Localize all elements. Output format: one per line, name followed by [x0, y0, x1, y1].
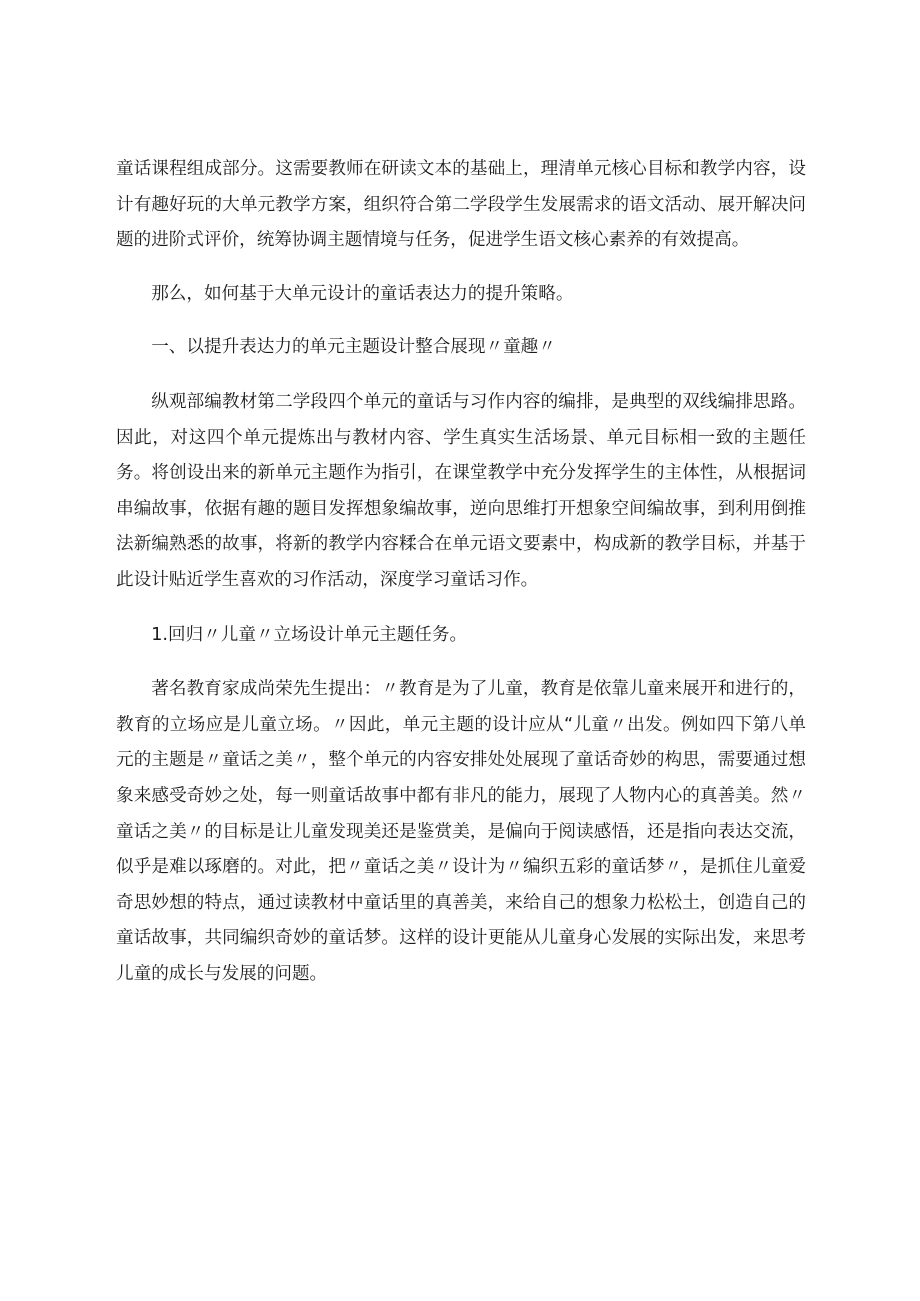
- document-body: [116, 152, 806, 992]
- section-heading-1: 一、以提升表达力的单元主题设计整合展现〃童趣〃: [151, 337, 556, 358]
- paragraph-overview: 纵观部编教材第二学段四个单元的童话与习作内容的编排，是典型的双线编排思路。因此，对这四个单元提炼出与教材内容、学生真实生活场景、单元目标相一致的主题任务。将创设出来的新单元主题作为指引，在课堂教学中充分发挥学生的主体性，从根据词串编故事，依据有趣的题目发挥想象编故事，逆向思维打开想象空间编故事，到利用倒推法新编熟悉的故事，将新的教学内容糅合在单元语文要素中，构成新的教学目标，并基于此设计贴近学生喜欢的习作活动，深度学习童话习作。: [116, 391, 806, 590]
- paragraph-continuation: 童话课程组成部分。这需要教师在研读文本的基础上，理清单元核心目标和教学内容，设计有趣好玩的大单元教学方案，组织符合第二学段学生发展需求的语文活动、展开解决问题的进阶式评价，统筹协调主题情境与任务，促进学生语文核心素养的有效提高。: [116, 159, 806, 251]
- paragraph-question: 那么，如何基于大单元设计的童话表达力的提升策略。: [151, 283, 574, 304]
- subsection-heading-1: 1.回归〃儿童〃立场设计单元主题任务。: [151, 624, 468, 645]
- paragraph-example: 著名教育家成尚荣先生提出：〃教育是为了儿童，教育是依靠儿童来展开和进行的，教育的立场应是儿童立场。〃因此，单元主题的设计应从“儿童〃出发。例如四下第八单元的主题是〃童话之美〃，整个单元的内容安排处处展现了童话奇妙的构思，需要通过想象来感受奇妙之处，每一则童话故事中都有非凡的能力，展现了人物内心的真善美。然〃童话之美〃的目标是让儿童发现美还是鉴赏美，是偏向于阅读感悟，还是指向表达交流，似乎是难以琢磨的。对此，把〃童话之美〃设计为〃编织五彩的童话梦〃，是抓住儿童爱奇思妙想的特点，通过读教材中童话里的真善美，来给自己的想象力松松土，创造自己的童话故事，共同编织奇妙的童话梦。这样的设计更能从儿童身心发展的实际出发，来思考儿童的成长与发展的问题。: [116, 679, 806, 984]
